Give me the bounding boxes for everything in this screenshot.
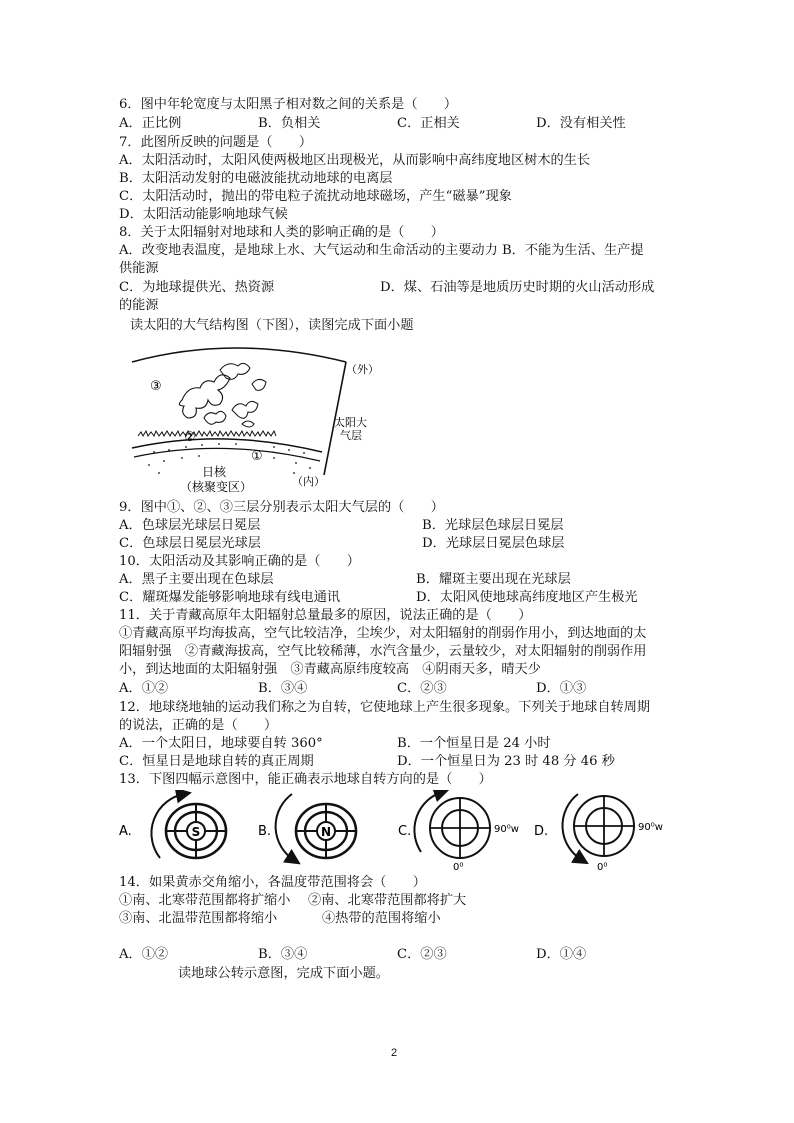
q14-item-2: ②南、北寒带范围都将扩大: [308, 893, 467, 908]
q7-option-c: C．太阳活动时，抛出的带电粒子流扰动地球磁场，产生“磁暴”现象: [119, 189, 512, 204]
q12-stem-2: 的说法，正确的是（ ）: [119, 718, 278, 733]
q10-option-a: A．黑子主要出现在色球层: [119, 572, 274, 587]
q14-option-d: D．①④: [536, 947, 587, 962]
marker-1: ①: [251, 449, 263, 464]
q8-line-1: A．改变地表温度，是地球上水、大气运动和生命活动的主要动力 B．不能为生活、生产提: [119, 243, 644, 258]
q7-option-b: B．太阳活动发射的电磁波能扰动地球的电离层: [119, 171, 393, 186]
q12-option-c: C．恒星日是地球自转的真正周期: [119, 754, 314, 769]
q10-option-c: C．耀斑爆发能够影响地球有线电通讯: [119, 590, 341, 605]
q14-option-b: B．③④: [258, 947, 308, 962]
q9-option-a: A．色球层光球层日冕层: [119, 518, 261, 533]
q10-option-d: D．太阳风使地球高纬度地区产生极光: [416, 590, 638, 605]
q9-stem: 9．图中①、②、③三层分别表示太阳大气层的（ ）: [119, 500, 444, 515]
d-lon-0: 0⁰: [597, 862, 608, 873]
option-d-label: D.: [534, 824, 549, 839]
option-c-label: C.: [398, 824, 412, 839]
pole-s: S: [191, 825, 201, 839]
q14-option-c: C．②③: [397, 947, 447, 962]
q6-stem: 6．图中年轮宽度与太阳黑子相对数之间的关系是（ ）: [119, 97, 458, 112]
intro-sun-structure: 读太阳的大气结构图（下图），读图完成下面小题: [130, 318, 414, 333]
diagram-a: [151, 794, 226, 858]
c-lon-90w: 90⁰w: [494, 824, 519, 835]
d-lon-90w: 90⁰w: [638, 822, 663, 833]
q12-option-b: B．一个恒星日是 24 小时: [397, 736, 551, 751]
pole-n: N: [320, 825, 332, 839]
label-atmosphere-2: 气层: [340, 429, 362, 442]
q14-option-a: A．①②: [119, 947, 169, 962]
label-outer: （外）: [346, 363, 379, 376]
diagram-b: [276, 794, 356, 860]
diagram-d: [562, 794, 662, 873]
intro-orbit: 读地球公转示意图，完成下面小题。: [178, 966, 389, 981]
q12-option-a: A．一个太阳日，地球要自转 360°: [119, 736, 323, 751]
q11-option-b: B．③④: [258, 681, 308, 696]
rotation-diagrams: [116, 790, 716, 875]
q7-stem: 7．此图所反映的问题是（ ）: [119, 135, 313, 150]
q14-item-4: ④热带的范围将缩小: [322, 911, 441, 926]
q14-stem: 14．如果黄赤交角缩小，各温度带范围将会（ ）: [119, 875, 426, 890]
marker-2: ②: [184, 430, 196, 445]
q8-tail: 的能源: [119, 298, 159, 313]
q11-stem: 11．关于青藏高原年太阳辐射总量最多的原因，说法正确的是（ ）: [119, 608, 532, 623]
q6-option-c: C．正相关: [397, 116, 460, 131]
page-number: 2: [391, 1047, 398, 1059]
q9-option-b: B．光球层色球层日冕层: [422, 518, 564, 533]
q9-option-d: D．光球层日冕层色球层: [422, 536, 565, 551]
q11-line-1: ①青藏高原平均海拔高，空气比较洁净，尘埃少，对太阳辐射的削弱作用小，到达地面的太: [119, 626, 647, 641]
q9-option-c: C．色球层日冕层光球层: [119, 536, 261, 551]
q11-line-2: 阳辐射强 ②青藏海拔高，空气比较稀薄，水汽含量少，云量较少，对太阳辐射的削弱作用: [119, 644, 647, 659]
q8-option-c: C．为地球提供光、热资源: [119, 280, 275, 295]
label-inner: （内）: [292, 475, 325, 488]
q11-option-d: D．①③: [536, 681, 587, 696]
c-lon-0: 0⁰: [453, 862, 464, 873]
diagram-c: [414, 792, 519, 873]
q7-option-d: D．太阳活动能影响地球气候: [119, 207, 288, 222]
q6-option-a: A．正比例: [119, 116, 182, 131]
option-a-label: A.: [119, 824, 132, 839]
q8-stem: 8．关于太阳辐射对地球和人类的影响正确的是（ ）: [119, 225, 444, 240]
q6-option-b: B．负相关: [258, 116, 321, 131]
label-core-fusion: （核聚变区）: [180, 480, 253, 494]
option-b-label: B.: [258, 824, 272, 839]
label-atmosphere-1: 太阳大: [334, 416, 367, 429]
q12-stem-1: 12．地球绕地轴的运动我们称之为自转，它使地球上产生很多现象。下列关于地球自转周期: [119, 700, 651, 715]
marker-3: ③: [150, 379, 162, 394]
q8-line-2: 供能源: [119, 261, 159, 276]
sun-structure-figure: [124, 340, 384, 495]
q14-item-3: ③南、北温带范围都将缩小: [119, 911, 278, 926]
q12-option-d: D．一个恒星日为 23 时 48 分 46 秒: [397, 754, 615, 769]
q14-item-1: ①南、北寒带范围都将扩缩小: [119, 893, 291, 908]
q11-option-a: A．①②: [119, 681, 169, 696]
q10-stem: 10．太阳活动及其影响正确的是（ ）: [119, 554, 360, 569]
label-core: 日核: [202, 465, 227, 479]
q10-option-b: B．耀斑主要出现在光球层: [416, 572, 571, 587]
q8-option-d: D．煤、石油等是地质历史时期的火山活动形成: [380, 280, 655, 295]
q13-stem: 13．下图四幅示意图中，能正确表示地球自转方向的是（ ）: [119, 772, 492, 787]
q11-option-c: C．②③: [397, 681, 447, 696]
q7-option-a: A．太阳活动时，太阳风使两极地区出现极光，从而影响中高纬度地区树木的生长: [119, 153, 591, 168]
q11-line-3: 小，到达地面的太阳辐射强 ③青藏高原纬度较高 ④阴雨天多，晴天少: [119, 662, 541, 677]
q6-option-d: D．没有相关性: [536, 116, 626, 131]
